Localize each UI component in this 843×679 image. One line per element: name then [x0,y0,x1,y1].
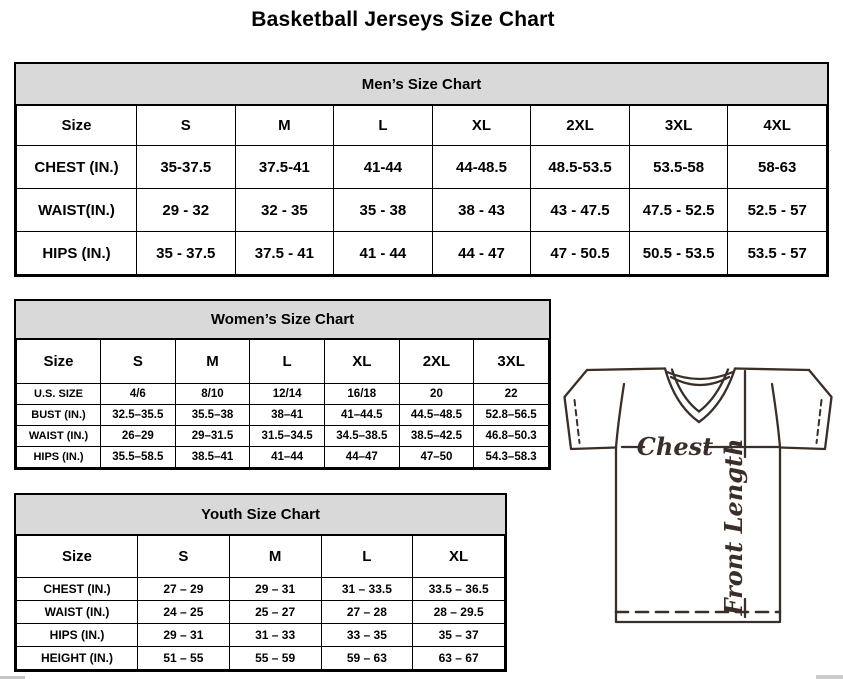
table-cell: 35.5–38 [175,405,250,426]
table-cell: 16/18 [324,384,399,405]
row-label: CHEST (IN.) [17,578,138,601]
table-cell: 29 – 31 [229,578,321,601]
column-header-row [17,106,827,146]
table-cell: 31 – 33.5 [321,578,413,601]
column-header: L [321,536,413,578]
row-label: WAIST (IN.) [17,601,138,624]
jersey-measurement-diagram [555,355,843,645]
table-cell: 41-44 [334,146,433,189]
table-cell: 50.5 - 53.5 [629,232,728,275]
left-cuff-dashed-line [575,400,580,443]
column-header: Size [17,106,137,146]
column-header: M [235,106,334,146]
table-cell: 29 - 32 [137,189,236,232]
table-cell: 52.5 - 57 [728,189,827,232]
row-label: HEIGHT (IN.) [17,647,138,670]
table-cell: 31 – 33 [229,624,321,647]
table-row [17,232,827,275]
table-cell: 53.5 - 57 [728,232,827,275]
table-cell: 54.3–58.3 [474,447,549,468]
right-cuff-dashed-line [817,400,822,443]
column-header: 4XL [728,106,827,146]
youth-table-title: Youth Size Chart [16,495,505,535]
table-cell: 46.8–50.3 [474,426,549,447]
column-header-row [17,536,505,578]
table-cell: 38.5–41 [175,447,250,468]
youth-table [16,535,505,670]
table-cell: 59 – 63 [321,647,413,670]
table-cell: 35 - 37.5 [137,232,236,275]
row-label: WAIST (IN.) [17,426,101,447]
column-header: Size [17,536,138,578]
table-row [17,601,505,624]
column-header: L [334,106,433,146]
row-label: HIPS (IN.) [17,232,137,275]
table-cell: 32.5–35.5 [101,405,176,426]
table-cell: 47.5 - 52.5 [629,189,728,232]
table-cell: 33.5 – 36.5 [413,578,505,601]
table-cell: 53.5-58 [629,146,728,189]
womens-table-title: Women’s Size Chart [16,301,549,339]
table-cell: 33 – 35 [321,624,413,647]
table-cell: 27 – 28 [321,601,413,624]
table-cell: 35.5–58.5 [101,447,176,468]
column-header: XL [413,536,505,578]
table-cell: 41–44 [250,447,325,468]
row-label: WAIST(IN.) [17,189,137,232]
chest-label: Chest [636,432,714,461]
table-cell: 26–29 [101,426,176,447]
column-header: S [137,106,236,146]
table-cell: 52.8–56.5 [474,405,549,426]
column-header: XL [432,106,531,146]
table-cell: 35 - 38 [334,189,433,232]
page-edge-fragment-right [816,675,843,679]
table-cell: 38 - 43 [432,189,531,232]
table-cell: 43 - 47.5 [531,189,630,232]
table-cell: 34.5–38.5 [324,426,399,447]
table-row [17,405,549,426]
table-row [17,146,827,189]
table-cell: 35-37.5 [137,146,236,189]
womens-table [16,339,549,468]
table-row [17,384,549,405]
table-row [17,624,505,647]
table-cell: 8/10 [175,384,250,405]
table-cell: 58-63 [728,146,827,189]
table-cell: 12/14 [250,384,325,405]
row-label: HIPS (IN.) [17,624,138,647]
table-cell: 38.5–42.5 [399,426,474,447]
front-length-label: Front Length [719,438,748,616]
table-cell: 22 [474,384,549,405]
table-cell: 4/6 [101,384,176,405]
table-row [17,578,505,601]
jersey-icon [555,355,843,645]
table-cell: 47 - 50.5 [531,232,630,275]
column-header: S [138,536,230,578]
table-cell: 28 – 29.5 [413,601,505,624]
column-header: M [229,536,321,578]
table-cell: 44 - 47 [432,232,531,275]
table-cell: 25 – 27 [229,601,321,624]
table-cell: 31.5–34.5 [250,426,325,447]
table-cell: 29–31.5 [175,426,250,447]
table-cell: 20 [399,384,474,405]
table-cell: 24 – 25 [138,601,230,624]
row-label: BUST (IN.) [17,405,101,426]
table-cell: 37.5 - 41 [235,232,334,275]
mens-table-title: Men’s Size Chart [16,64,827,105]
column-header-row [17,340,549,384]
column-header: M [175,340,250,384]
table-cell: 63 – 67 [413,647,505,670]
womens-size-chart-table [14,299,551,470]
column-header: 3XL [474,340,549,384]
row-label: HIPS (IN.) [17,447,101,468]
table-cell: 29 – 31 [138,624,230,647]
column-header: Size [17,340,101,384]
table-cell: 47–50 [399,447,474,468]
column-header: S [101,340,176,384]
mens-size-chart-table [14,62,829,277]
table-cell: 55 – 59 [229,647,321,670]
column-header: 2XL [399,340,474,384]
table-cell: 44–47 [324,447,399,468]
column-header: L [250,340,325,384]
table-cell: 38–41 [250,405,325,426]
table-cell: 44-48.5 [432,146,531,189]
page-title: Basketball Jerseys Size Chart [251,8,555,31]
table-row [17,647,505,670]
table-cell: 41–44.5 [324,405,399,426]
row-label: U.S. SIZE [17,384,101,405]
table-cell: 44.5–48.5 [399,405,474,426]
column-header: XL [324,340,399,384]
youth-size-chart-table [14,493,507,672]
column-header: 3XL [629,106,728,146]
table-cell: 32 - 35 [235,189,334,232]
table-row [17,189,827,232]
row-label: CHEST (IN.) [17,146,137,189]
mens-table [16,105,827,275]
table-cell: 51 – 55 [138,647,230,670]
column-header: 2XL [531,106,630,146]
table-row [17,426,549,447]
table-cell: 35 – 37 [413,624,505,647]
table-cell: 27 – 29 [138,578,230,601]
table-cell: 37.5-41 [235,146,334,189]
table-cell: 48.5-53.5 [531,146,630,189]
table-row [17,447,549,468]
table-cell: 41 - 44 [334,232,433,275]
